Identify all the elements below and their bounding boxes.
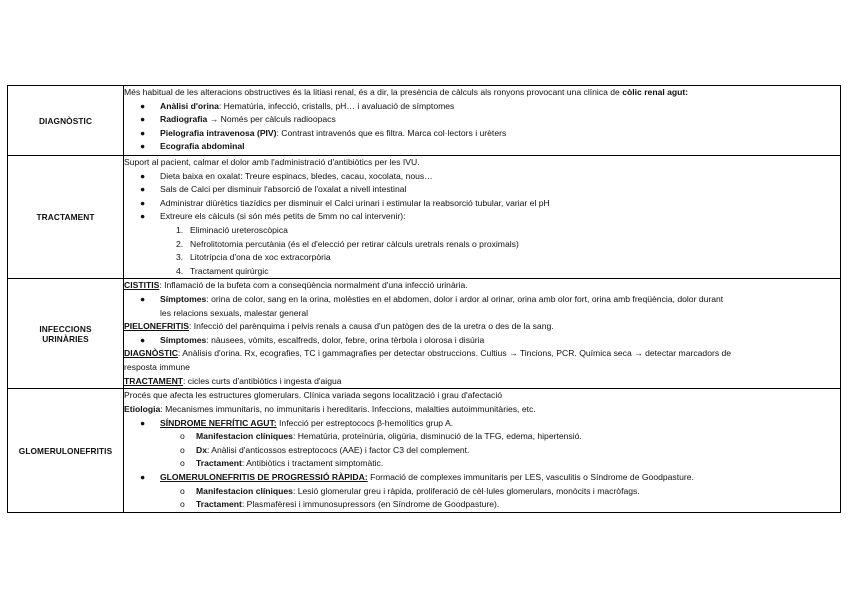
bullet-icon: ● xyxy=(140,100,146,111)
section-text: Formació de complexes immunitaris per LES, vasculitis o Síndrome de Goodpasture. xyxy=(367,471,694,482)
section-heading: TRACTAMENT xyxy=(124,375,184,386)
section-text: : Anàlisis d'orina. Rx, ecografies, TC i gammagrafies per detectar obstruccions. Cultius → Tincions, PCR. Química seca → detectar marcadors de xyxy=(177,348,732,359)
section-heading: GLOMERULONEFRITIS DE PROGRESSIÓ RÀPIDA: xyxy=(160,471,368,482)
glomerulo-intro: Procés que afecta les estructures glomerulars. Clínica variada segons localització i grau d'afectació xyxy=(124,390,503,401)
cistitis-line xyxy=(124,279,840,293)
list-item xyxy=(124,100,840,114)
row-body-diagnostic xyxy=(124,86,841,156)
circle-bullet-icon: o xyxy=(180,431,185,442)
list-item xyxy=(124,127,840,141)
sub-item xyxy=(124,430,840,444)
circle-bullet-icon: o xyxy=(180,444,185,455)
list-item xyxy=(124,293,840,307)
bullet-icon: ● xyxy=(140,211,146,222)
numbered-item xyxy=(124,265,840,279)
list-item xyxy=(124,140,840,154)
item-text: → Només per càlculs radioopacs xyxy=(207,114,336,125)
item-number: 4. xyxy=(176,265,184,276)
diagnostic-line xyxy=(124,347,840,361)
bullet-icon: ● xyxy=(140,170,146,181)
section-heading: CISTITIS xyxy=(124,280,160,291)
circle-bullet-icon: o xyxy=(180,499,185,510)
sub-item xyxy=(124,457,840,471)
item-text: Extreure els càlculs (si són més petits de 5mm no cal intervenir): xyxy=(160,211,406,222)
item-bold: Pielografia intravenosa (PIV) xyxy=(160,127,277,138)
list-item xyxy=(124,417,840,431)
item-text: les relacions sexuals, malestar general xyxy=(160,307,309,318)
item-bold: Manifestacion clíniques xyxy=(196,485,293,496)
list-item xyxy=(124,170,840,184)
circle-bullet-icon: o xyxy=(180,458,185,469)
intro-colon: : xyxy=(685,87,689,97)
circle-bullet-icon: o xyxy=(180,485,185,496)
item-text: Eliminació ureteroscòpica xyxy=(190,224,288,235)
item-bold: Símptomes xyxy=(160,293,207,304)
row-label-glomerulonephritis: GLOMERULONEFRITIS xyxy=(8,389,124,512)
item-text: Sals de Calci per disminuir l'absorció de l'oxalat a nivell intestinal xyxy=(160,184,407,195)
item-text: : orina de color, sang en la orina, molèsties en el abdomen, dolor i ardor al orinar, orina amb olor fort, orina amb freqüència, dolor durant xyxy=(206,293,724,304)
diagnostic-intro xyxy=(124,86,840,100)
item-bold: Manifestacion clíniques xyxy=(196,431,293,442)
item-bold: Tractament xyxy=(196,499,242,510)
list-item xyxy=(124,210,840,224)
sub-item xyxy=(124,485,840,499)
section-text: : Infecció del parènquima i pelvis renals a causa d'un patògen des de la uretra o des de la sang. xyxy=(188,321,554,332)
item-text: : Plasmafèresi i immunosupressors (en Síndrome de Goodpasture). xyxy=(241,499,500,510)
section-text: : Inflamació de la bufeta com a conseqüència normalment d'una infecció urinària. xyxy=(159,280,468,291)
label-line: INFECCIONS xyxy=(39,323,92,334)
row-body-glomerulonephritis xyxy=(124,389,841,512)
item-number: 2. xyxy=(176,238,184,249)
row-label-diagnostic: DIAGNÒSTIC xyxy=(8,86,124,156)
bullet-icon: ● xyxy=(140,334,146,345)
numbered-item xyxy=(124,224,840,238)
bullet-icon: ● xyxy=(140,417,146,428)
item-text: : Contrast intravenós que es filtra. Marca col·lectors i urèters xyxy=(276,127,507,138)
diagnostic-line-continuation: resposta immune xyxy=(124,361,190,372)
bullet-icon: ● xyxy=(140,114,146,125)
row-urinary-infections xyxy=(8,279,841,389)
item-text: : Hematúria, infecció, cristalls, pH… i avaluació de símptomes xyxy=(218,100,455,111)
intro-text: Més habitual de les alteracions obstructives és la litiasi renal, és a dir, la presència de càlculs als ronyons provocant una clínica de xyxy=(124,87,623,97)
list-item xyxy=(124,197,840,211)
row-diagnostic xyxy=(8,86,841,156)
row-glomerulonephritis xyxy=(8,389,841,512)
etiology-label: Etiologia xyxy=(124,403,161,414)
list-item xyxy=(124,334,840,348)
item-bold: Ecografia abdominal xyxy=(160,141,245,152)
item-bold: Símptomes xyxy=(160,334,207,345)
item-text: : Antibiòtics i tractament simptomàtic. xyxy=(241,458,384,469)
pielonefritis-line xyxy=(124,320,840,334)
item-text: Dieta baixa en oxalat: Treure espinacs, bledes, cacau, xocolata, nous… xyxy=(160,170,433,181)
section-heading: SÍNDROME NEFRÍTIC AGUT: xyxy=(160,417,277,428)
section-text: : cicles curts d'antibiòtics i ingesta d'aigua xyxy=(183,375,342,386)
sub-item xyxy=(124,444,840,458)
label-line: URINÀRIES xyxy=(42,333,89,344)
bullet-icon: ● xyxy=(140,471,146,482)
item-text: Nefrolitotomia percutània (és el d'elecció per retirar càlculs uretrals renals o proximals) xyxy=(190,238,519,249)
item-bold: Dx xyxy=(196,444,207,455)
row-label-treatment: TRACTAMENT xyxy=(8,156,124,279)
row-body-treatment xyxy=(124,156,841,279)
intro-bold: còlic renal agut xyxy=(622,87,686,97)
etiology-line xyxy=(124,403,840,417)
list-item xyxy=(124,183,840,197)
item-text: Litotrípcia d'ona de xoc extracorpòria xyxy=(190,252,331,263)
numbered-item xyxy=(124,238,840,252)
bullet-icon: ● xyxy=(140,197,146,208)
item-text: Administrar diürètics tiazídics per disminuir el Calci urinari i estimular la reabsorció tubular, variar el pH xyxy=(160,197,550,208)
item-number: 1. xyxy=(176,224,184,235)
item-number: 3. xyxy=(176,252,184,263)
treatment-line xyxy=(124,375,840,389)
content-table xyxy=(7,85,841,513)
item-text: Tractament quirúrgic xyxy=(190,265,269,276)
treatment-intro: Suport al pacient, calmar el dolor amb l'administració d'antibiòtics per les IVU. xyxy=(124,157,420,167)
item-bold: Tractament xyxy=(196,458,242,469)
list-item xyxy=(124,471,840,485)
item-bold: Radiografia xyxy=(160,114,208,125)
section-heading: PIELONEFRITIS xyxy=(124,321,189,332)
item-text: : Anàlisi d'anticossos estreptococs (AAE) i factor C3 del complement. xyxy=(207,444,470,455)
section-heading: DIAGNÒSTIC xyxy=(124,348,178,359)
item-text: : Hematúria, proteïnúria, oligúria, disminució de la TFG, edema, hipertensió. xyxy=(292,431,582,442)
item-bold: Anàlisi d'orina xyxy=(160,100,219,111)
numbered-item xyxy=(124,251,840,265)
item-text: : Lesió glomerular greu i ràpida, proliferació de cèl·lules glomerulars, monòcits i macròfags. xyxy=(292,485,640,496)
bullet-icon: ● xyxy=(140,127,146,138)
etiology-text: : Mecanismes immunitaris, no immunitaris i hereditaris. Infeccions, malalties autoimmunitàries, etc. xyxy=(160,403,536,414)
bullet-icon: ● xyxy=(140,141,146,152)
row-treatment xyxy=(8,156,841,279)
sub-item xyxy=(124,498,840,512)
list-item-continuation xyxy=(124,307,840,321)
section-text: Infecció per estreptococs β-hemolítics grup A. xyxy=(276,417,454,428)
list-item xyxy=(124,113,840,127)
row-body-urinary-infections xyxy=(124,279,841,389)
bullet-icon: ● xyxy=(140,293,146,304)
row-label-urinary-infections xyxy=(8,279,124,389)
bullet-icon: ● xyxy=(140,184,146,195)
item-text: : nàusees, vòmits, escalfreds, dolor, febre, orina tèrbola i olorosa i disúria xyxy=(206,334,485,345)
